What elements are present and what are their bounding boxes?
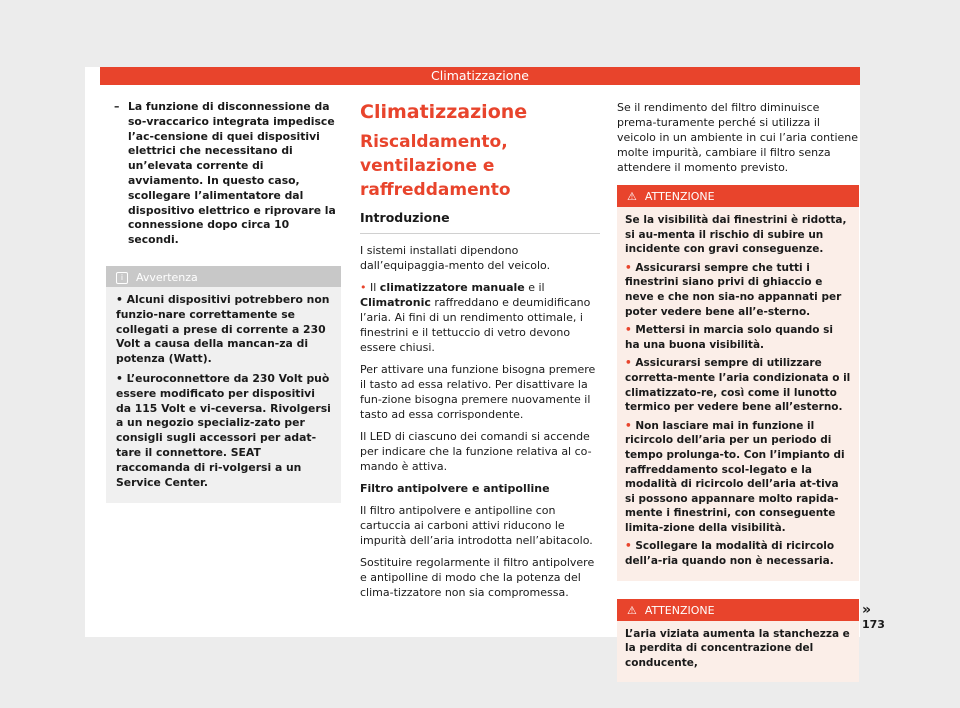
note-header: [106, 268, 341, 287]
warning-header: [617, 601, 859, 621]
paragraph: Sostituire regolarmente il filtro antipolvere e antipolline di modo che la potenza del clima-tizzatore non sia compromessa.: [360, 556, 595, 599]
paragraph: I sistemi installati dipendono dall’equipaggia-mento del veicolo.: [360, 244, 551, 272]
section-title: Climatizzazione: [360, 101, 528, 123]
warning-item: • Assicurarsi sempre di utilizzare corretta-mente l’aria condizionata o il climatizzato-re, così come il lunotto termico per vedere bene all’esterno.: [625, 357, 851, 414]
chapter-header: Climatizzazione: [100, 67, 860, 85]
paragraph-climatizzatore: • Il climatizzatore manuale e il Climatronic raffreddano e deumidificano l’aria. Ai fini di un rendimento ottimale, i finestrini e il tettuccio di vetro devono essere chiusi.: [360, 281, 591, 354]
note-body: [106, 287, 341, 503]
warning-item: • Scollegare la modalità di ricircolo dell’a-ria quando non è necessaria.: [625, 540, 835, 568]
warning-body: [617, 207, 859, 581]
warning-text: L’aria viziata aumenta la stanchezza e la perdita di concentrazione del conducente,: [625, 627, 850, 669]
page-number: 173: [862, 618, 885, 631]
column-left: [106, 100, 341, 503]
warning-header: [617, 187, 859, 207]
warning-box: [617, 185, 859, 581]
warning-item: • Mettersi in marcia solo quando si ha una buona visibilità.: [625, 324, 834, 351]
warning-body: [617, 621, 859, 683]
continue-mark: »: [862, 602, 872, 618]
paragraph: Per attivare una funzione bisogna premere il tasto ad essa relativo. Per disattivare la fun-zione bisogna premere nuovamente il tasto ad essa corrispondente.: [360, 363, 596, 421]
dash-list-item: – La funzione di disconnessione da so-vraccarico integrata impedisce l’ac-censione di quei dispositivi elettrici che necessitano di un’elevata corrente di avviamento. In questo caso, scollegare l’alimentatore dal dispositivo elettrico e riprovare la connessione dopo circa 10 secondi.: [114, 100, 336, 247]
paragraph: Il filtro antipolvere e antipolline con cartuccia ai carboni attivi riducono le impurità dell’aria introdotta nell’abitacolo.: [360, 504, 593, 547]
bullet-icon: •: [360, 281, 370, 294]
warning-intro: Se la visibilità dai finestrini è ridotta, si au-menta il rischio di subire un incidente con gravi conseguenze.: [625, 214, 847, 256]
warning-title: ATTENZIONE: [644, 190, 715, 203]
paragraph: Se il rendimento del filtro diminuisce prema-turamente perché si utilizza il veicolo in un ambiente in cui l’aria contiene molte impurità, cambiare il filtro senza attendere il momento previsto.: [617, 101, 859, 174]
note-item: • Alcuni dispositivi potrebbero non funzio-nare correttamente se collegati a prese di corrente a 230 Volt a causa della mancan-za di potenza (Watt).: [116, 292, 330, 366]
note-box: [106, 266, 341, 503]
warning-box-2: [617, 599, 859, 683]
filter-heading: Filtro antipolvere e antipolline: [360, 482, 550, 495]
dash-item-text: La funzione di disconnessione da so-vraccarico integrata impedisce l’ac-censione di quei dispositivi elettrici che necessitano di un’elevata corrente di avviamento. In questo caso, scollegare l’alimentatore dal dispositivo elettrico e riprovare la connessione dopo circa 10 secondi.: [128, 100, 336, 247]
column-middle: [360, 100, 600, 607]
paragraph: Il LED di ciascuno dei comandi si accende per indicare che la funzione relativa al co-mando è attiva.: [360, 430, 592, 473]
warning-item: • Assicurarsi sempre che tutti i finestrini siano privi di ghiaccio e neve e che non sia-no appannati per poter vedere bene all’e-sterno.: [625, 261, 842, 318]
warning-title: ATTENZIONE: [644, 603, 715, 617]
column-right: [617, 100, 859, 682]
warning-item: • Non lasciare mai in funzione il ricircolo dell’aria per un periodo di tempo prolunga-to. Con l’impianto di raffreddamento scol-legato e la modalità di ricircolo dell’aria at-tiva si possono appannare molto rapida-mente i finestrini, con conseguente limita-zione della visibilità.: [625, 419, 845, 534]
note-item: • L’euroconnettore da 230 Volt può essere modificato per dispositivi da 115 Volt e vi-ceversa. Rivolgersi a un negozio specializ-zato per consigli sugli accessori per adat-tare il connettore. SEAT raccomanda di ri-volgersi a un Service Center.: [116, 371, 331, 489]
info-icon: i: [116, 272, 128, 284]
section-subtitle: Riscaldamento, ventilazione e raffreddamento: [360, 132, 511, 200]
note-title: Avvertenza: [136, 270, 198, 284]
warning-icon: ⚠: [627, 190, 637, 203]
warning-icon: ⚠: [627, 603, 637, 617]
subsection-heading: Introduzione: [360, 210, 600, 234]
